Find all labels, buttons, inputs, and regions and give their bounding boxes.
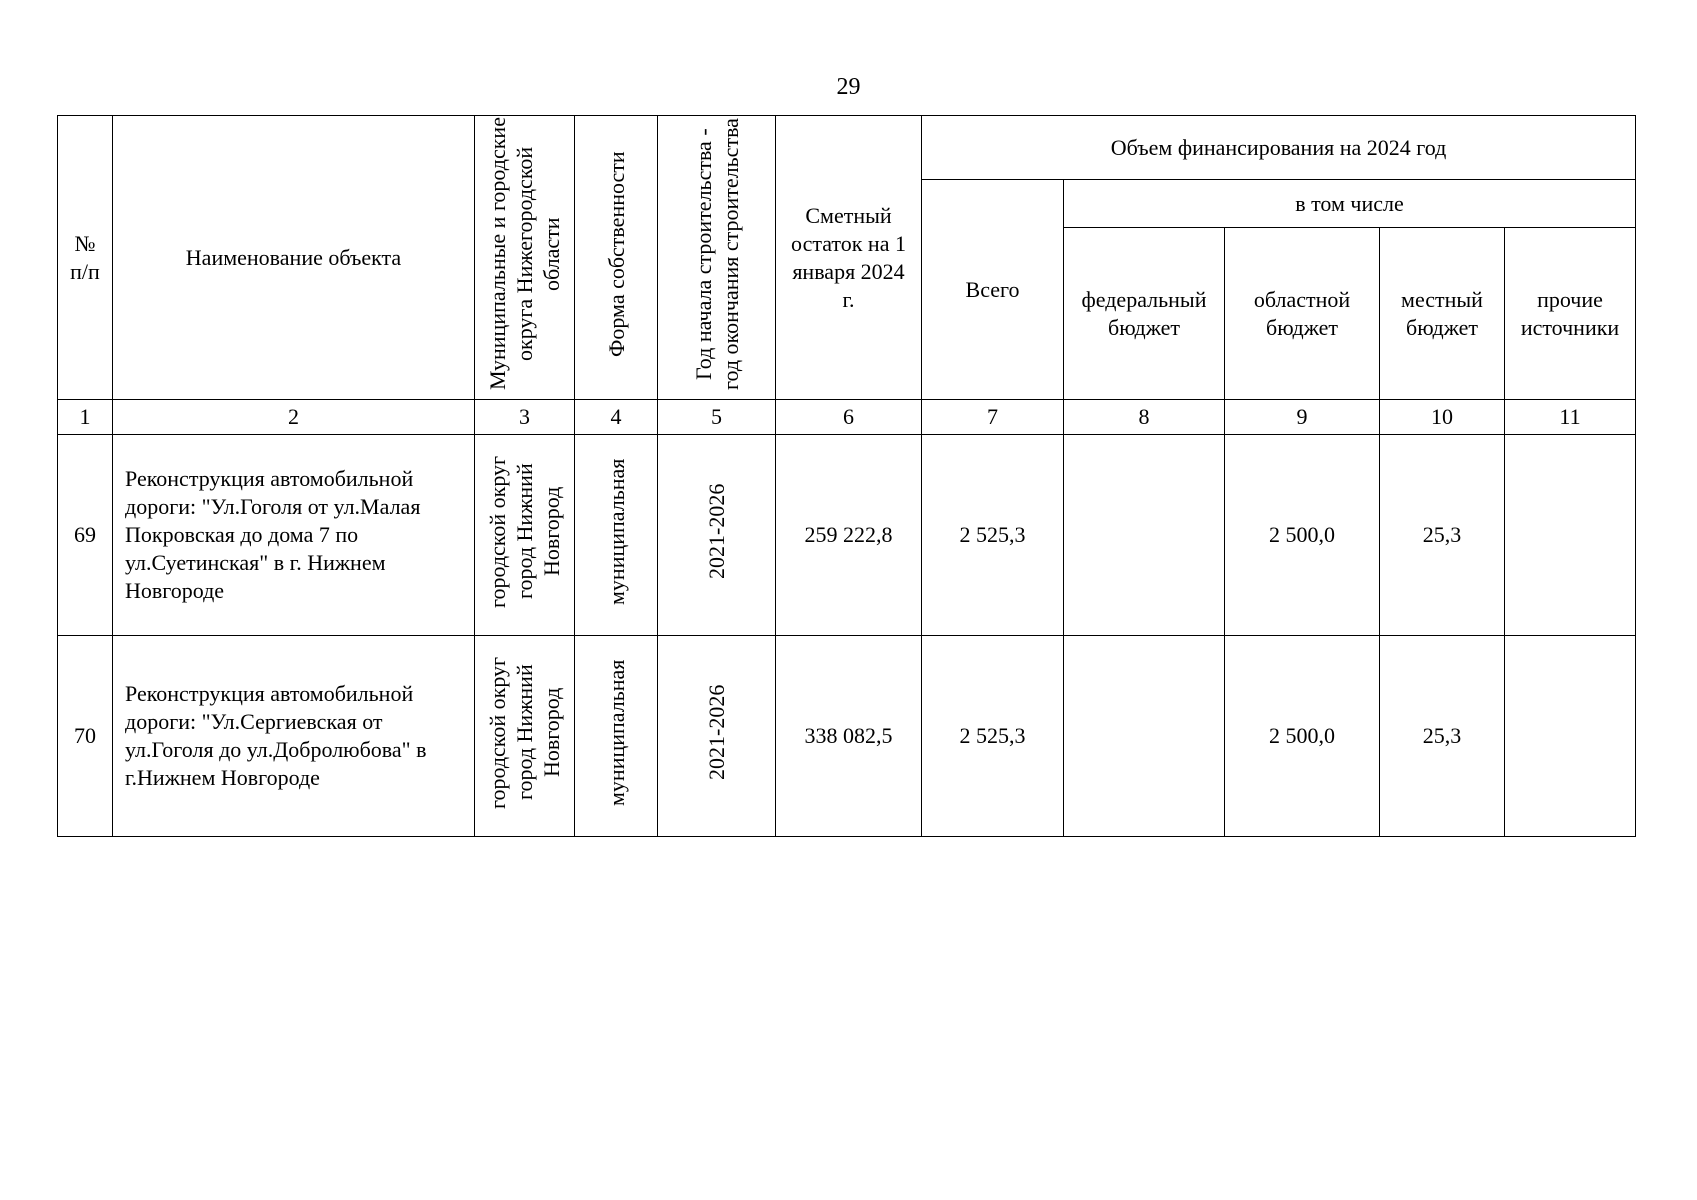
row-local: 25,3 [1380, 636, 1505, 837]
header-local: местный бюджет [1380, 228, 1505, 400]
header-regional: областной бюджет [1225, 228, 1380, 400]
column-number: 9 [1225, 400, 1380, 435]
header-years: Год начала строительства - год окончания строительства [658, 116, 776, 400]
column-number: 10 [1380, 400, 1505, 435]
row-municipality: городской округ город Нижний Новгород [475, 636, 575, 837]
header-ownership: Форма собственности [575, 116, 658, 400]
row-years: 2021-2026 [658, 636, 776, 837]
column-number: 5 [658, 400, 776, 435]
header-remainder: Сметный остаток на 1 января 2024 г. [776, 116, 922, 400]
header-other: прочие источники [1505, 228, 1636, 400]
row-object-name: Реконструкция автомобильной дороги: "Ул.Гоголя от ул.Малая Покровская до дома 7 по ул.Суетинская" в г. Нижнем Новгороде [113, 435, 475, 636]
column-number: 8 [1064, 400, 1225, 435]
row-federal [1064, 435, 1225, 636]
column-number: 7 [922, 400, 1064, 435]
header-total: Всего [922, 180, 1064, 400]
row-years: 2021-2026 [658, 435, 776, 636]
header-num: № п/п [58, 116, 113, 400]
header-including: в том числе [1064, 180, 1636, 228]
table-row [58, 435, 1636, 636]
row-num: 70 [58, 636, 113, 837]
column-number: 6 [776, 400, 922, 435]
row-federal [1064, 636, 1225, 837]
column-number: 11 [1505, 400, 1636, 435]
row-regional: 2 500,0 [1225, 636, 1380, 837]
header-row-1 [58, 116, 1636, 180]
column-number: 3 [475, 400, 575, 435]
row-regional: 2 500,0 [1225, 435, 1380, 636]
financing-table [57, 115, 1636, 837]
column-number-row [58, 400, 1636, 435]
row-ownership: муниципальная [575, 435, 658, 636]
page-number: 29 [836, 74, 861, 100]
row-total: 2 525,3 [922, 636, 1064, 837]
table-row [58, 636, 1636, 837]
row-municipality: городской округ город Нижний Новгород [475, 435, 575, 636]
row-ownership: муниципальная [575, 636, 658, 837]
row-local: 25,3 [1380, 435, 1505, 636]
row-other [1505, 636, 1636, 837]
row-other [1505, 435, 1636, 636]
header-funding-group: Объем финансирования на 2024 год [922, 116, 1636, 180]
row-num: 69 [58, 435, 113, 636]
header-federal: федеральный бюджет [1064, 228, 1225, 400]
row-remainder: 259 222,8 [776, 435, 922, 636]
column-number: 1 [58, 400, 113, 435]
row-remainder: 338 082,5 [776, 636, 922, 837]
header-name: Наименование объекта [113, 116, 475, 400]
column-number: 4 [575, 400, 658, 435]
row-total: 2 525,3 [922, 435, 1064, 636]
row-object-name: Реконструкция автомобильной дороги: "Ул.Сергиевская от ул.Гоголя до ул.Добролюбова" в г.Нижнем Новгороде [113, 636, 475, 837]
header-municipality: Муниципальные и городские округа Нижегородской области [475, 116, 575, 400]
column-number: 2 [113, 400, 475, 435]
